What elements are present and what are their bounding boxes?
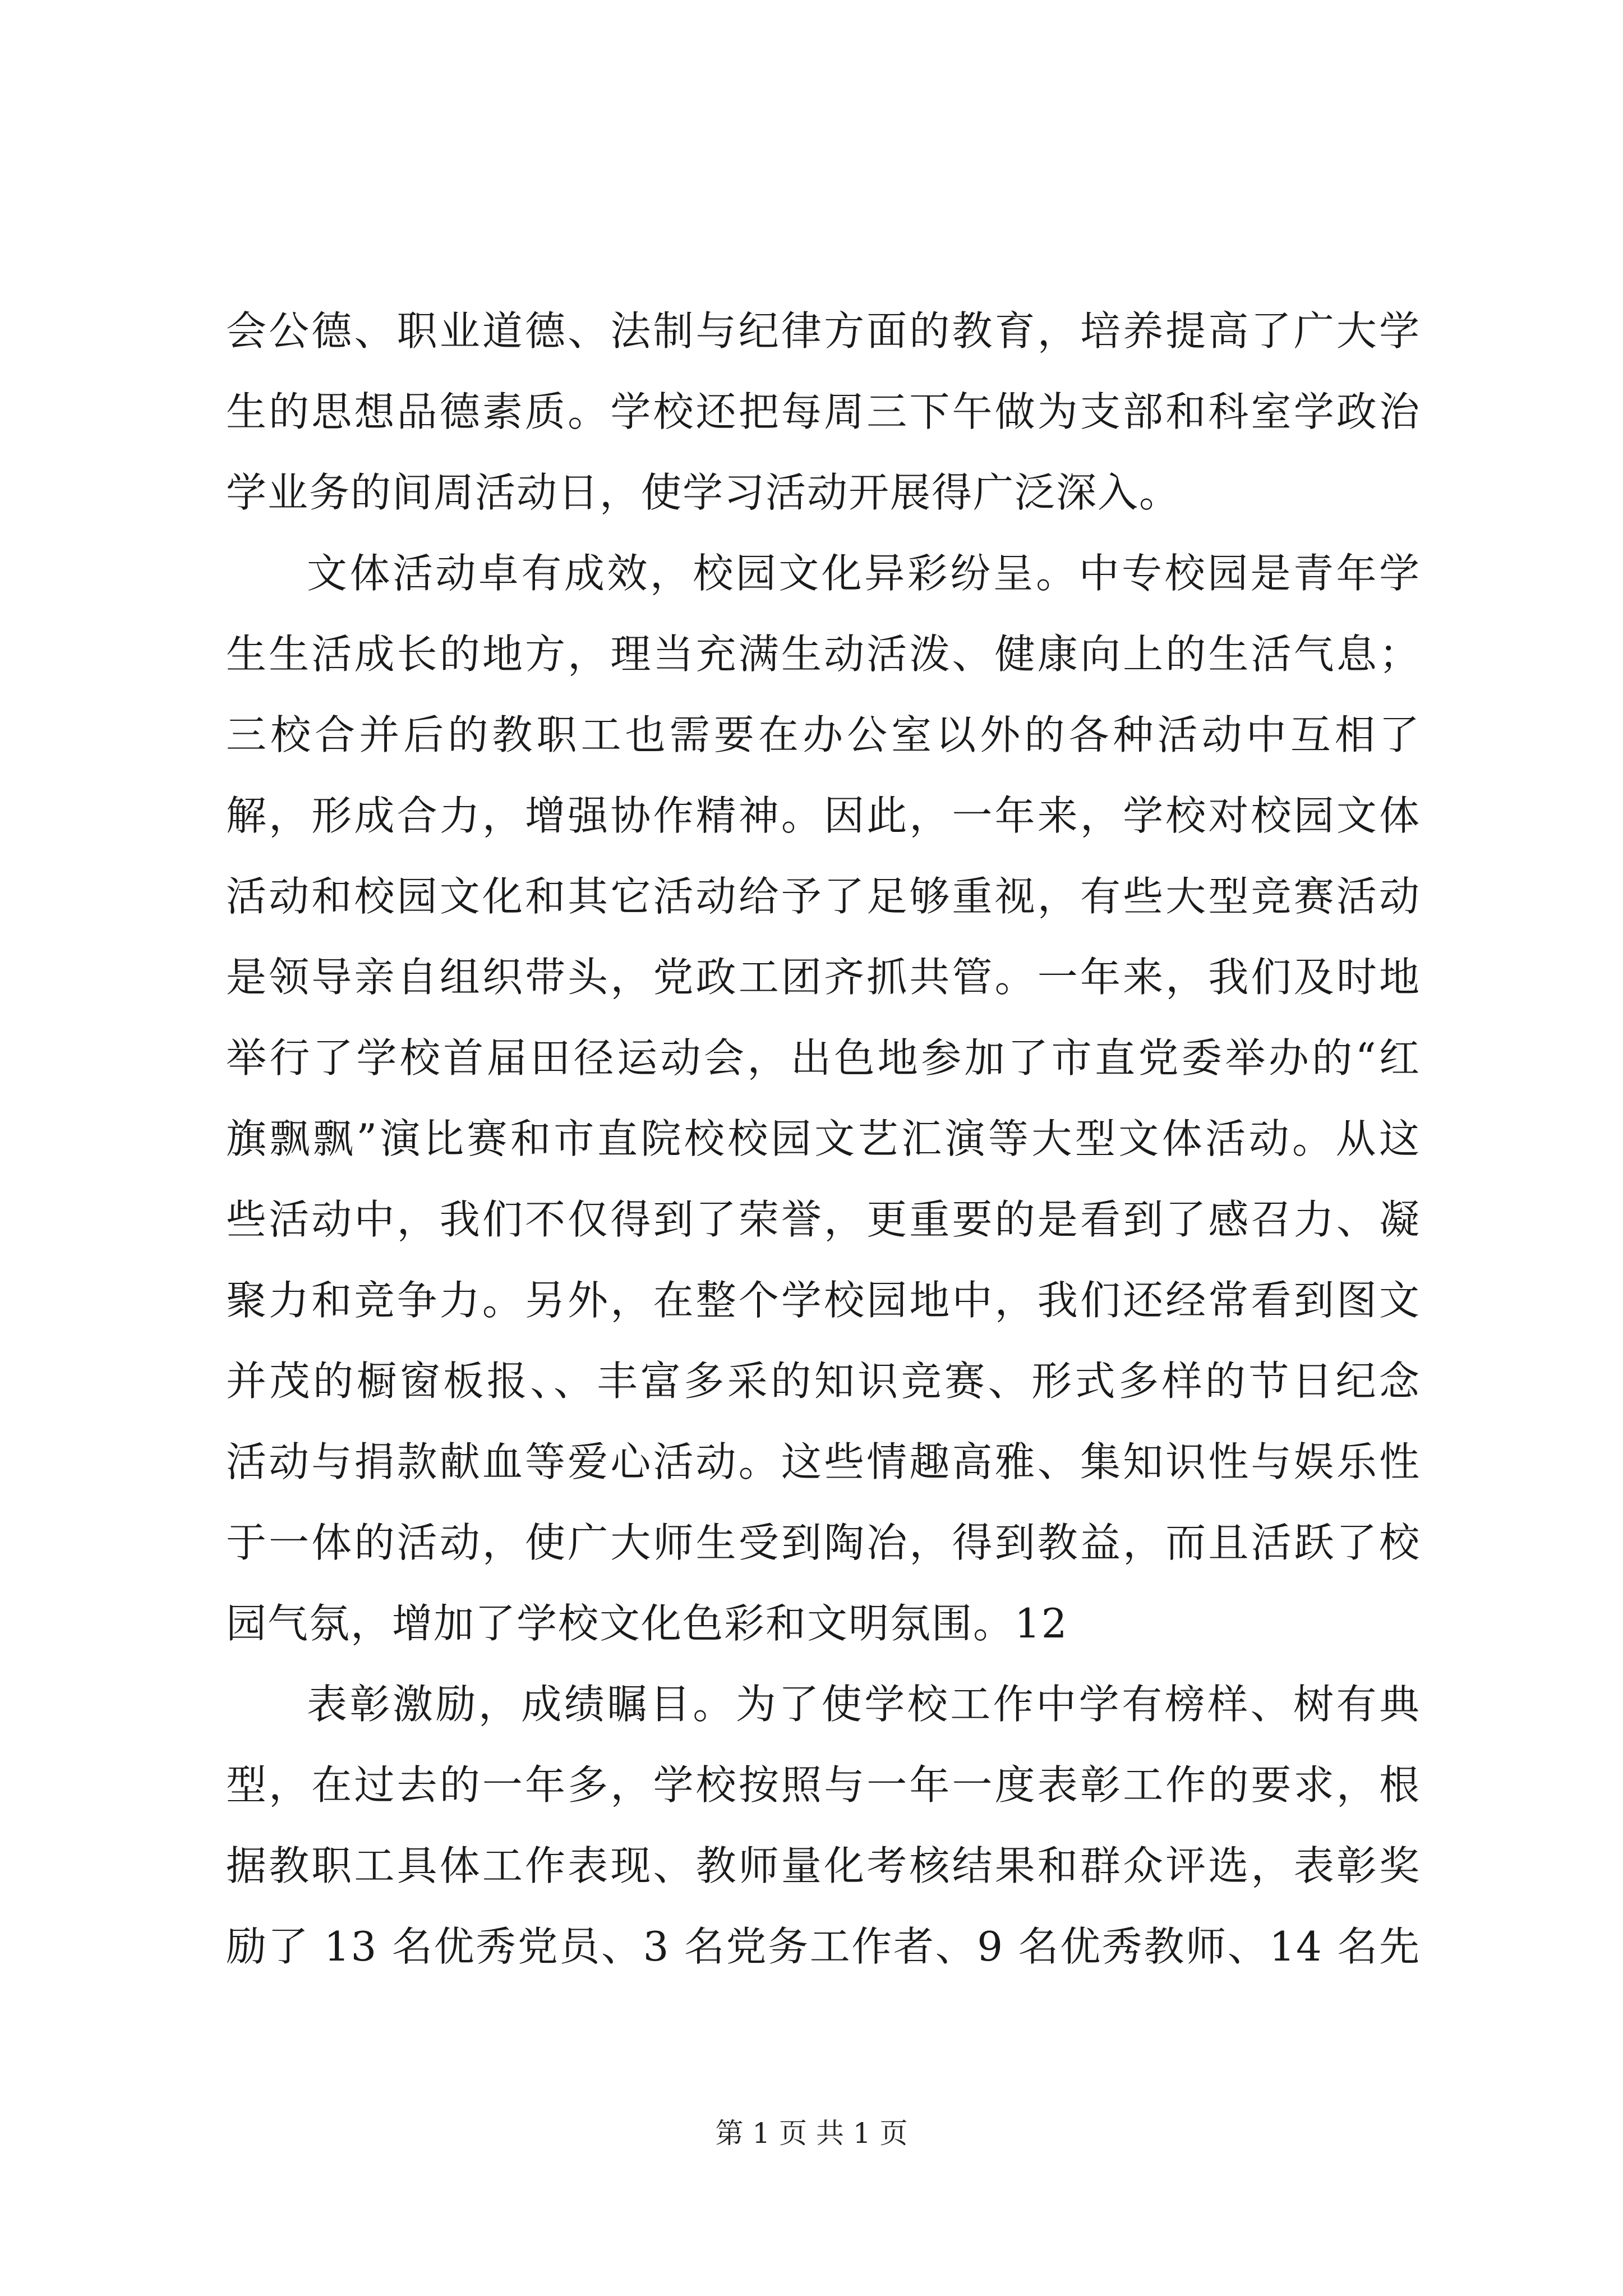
text-line: 聚力和竞争力。另外，在整个学校园地中，我们还经常看到图文 (226, 1277, 1421, 1324)
paragraph-start-line: 表彰激励，成绩瞩目。为了使学校工作中学有榜样、树有典 (307, 1681, 1421, 1728)
text-line: 旗飘飘”演比赛和市直院校校园文艺汇演等大型文体活动。从这 (226, 1115, 1421, 1162)
text-line: 活动与捐款献血等爱心活动。这些情趣高雅、集知识性与娱乐性 (226, 1438, 1421, 1485)
text-line: 些活动中，我们不仅得到了荣誉，更重要的是看到了感召力、凝 (226, 1196, 1421, 1243)
text-line: 园气氛，增加了学校文化色彩和文明氛围。12 (226, 1600, 1068, 1647)
text-line: 会公德、职业道德、法制与纪律方面的教育，培养提高了广大学 (226, 307, 1421, 355)
text-line: 解，形成合力，增强协作精神。因此，一年来，学校对校园文体 (226, 792, 1421, 839)
text-line: 于一体的活动，使广大师生受到陶冶，得到教益，而且活跃了校 (226, 1519, 1421, 1566)
text-line: 是领导亲自组织带头，党政工团齐抓共管。一年来，我们及时地 (226, 954, 1421, 1001)
text-line: 据教职工具体工作表现、教师量化考核结果和群众评选，表彰奖 (226, 1842, 1421, 1889)
text-line: 举行了学校首届田径运动会，出色地参加了市直党委举办的“红 (226, 1034, 1421, 1082)
page-footer: 第 1 页 共 1 页 (715, 2117, 908, 2150)
text-line: 生的思想品德素质。学校还把每周三下午做为支部和科室学政治 (226, 388, 1421, 435)
text-line: 励了 13 名优秀党员、3 名党务工作者、9 名优秀教师、14 名先 (226, 1923, 1421, 1970)
text-line: 活动和校园文化和其它活动给予了足够重视，有些大型竞赛活动 (226, 873, 1421, 920)
text-line: 生生活成长的地方，理当充满生动活泼、健康向上的生活气息； (226, 631, 1421, 678)
paragraph-start-line: 文体活动卓有成效，校园文化异彩纷呈。中专校园是青年学 (307, 550, 1421, 597)
text-line: 型，在过去的一年多，学校按照与一年一度表彰工作的要求，根 (226, 1761, 1421, 1809)
text-line: 并茂的橱窗板报、、丰富多采的知识竞赛、形式多样的节日纪念 (226, 1358, 1421, 1405)
text-line: 学业务的间周活动日，使学习活动开展得广泛深入。 (226, 469, 1181, 516)
text-line: 三校合并后的教职工也需要在办公室以外的各种活动中互相了 (226, 711, 1421, 758)
